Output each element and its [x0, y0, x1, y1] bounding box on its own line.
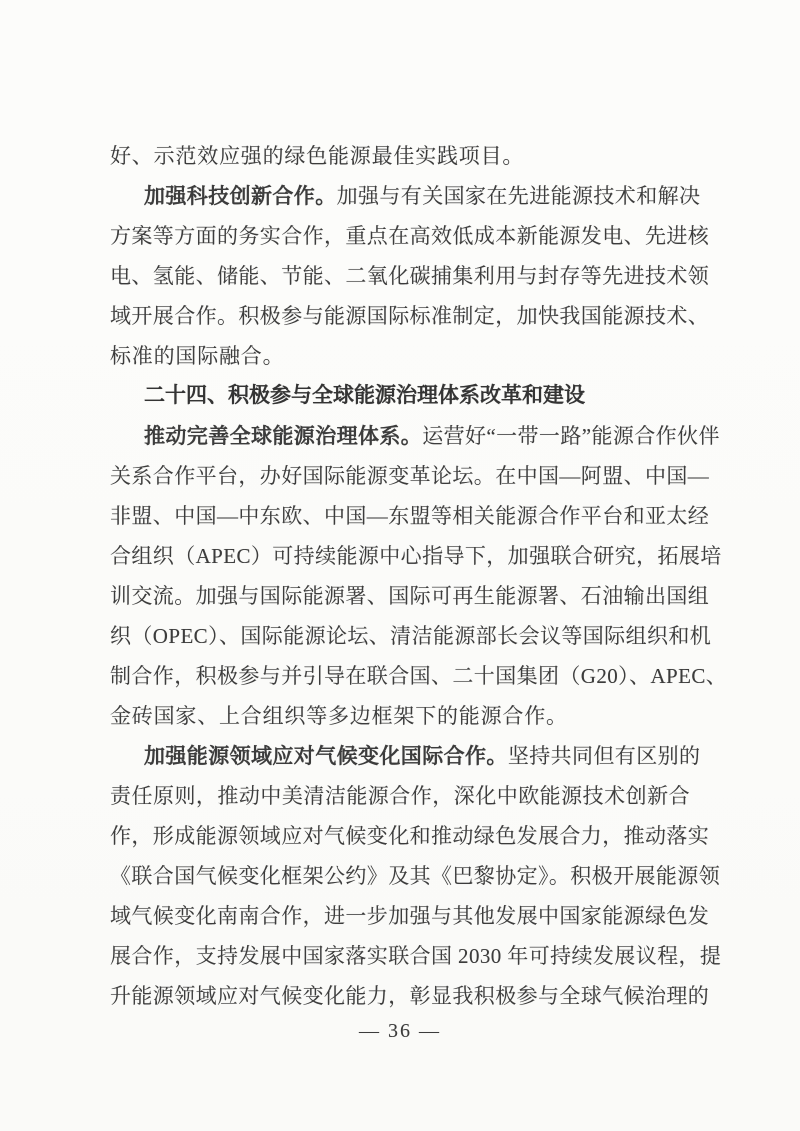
line-text: 电、氢能、储能、节能、二氧化碳捕集利用与封存等先进技术领 [110, 264, 710, 288]
text-line [110, 256, 710, 296]
line-text: 标准的国际融合。 [110, 344, 285, 368]
text-line [110, 616, 712, 656]
text-line [110, 496, 710, 536]
line-text: 运营好“一带一路”能源合作伙伴 [422, 424, 720, 448]
line-text: 展合作，支持发展中国家落实联合国 2030 年可持续发展议程，提 [110, 944, 722, 968]
line-text: 织（OPEC）、国际能源论坛、清洁能源部长会议等国际组织和机 [110, 624, 712, 648]
line-text: 关系合作平台，办好国际能源变革论坛。在中国—阿盟、中国— [110, 464, 710, 488]
line-text: 制合作，积极参与并引导在联合国、二十国集团（G20）、APEC、 [110, 664, 728, 688]
text-line [110, 296, 710, 336]
text-line [110, 776, 690, 816]
text-line [110, 576, 710, 616]
text-line [110, 936, 722, 976]
line-text: 《联合国气候变化框架公约》及其《巴黎协定》。积极开展能源领 [110, 864, 721, 888]
paragraph-start-line [110, 416, 720, 456]
section-heading: 二十四、积极参与全球能源治理体系改革和建设 [144, 384, 585, 407]
line-text: 域开展合作。积极参与能源国际标准制定，加快我国能源技术、 [110, 304, 710, 328]
text-line [110, 856, 721, 896]
page-number: — 36 — [359, 1020, 441, 1042]
text-line [110, 456, 710, 496]
line-text: 域气候变化南南合作，进一步加强与其他发展中国家能源绿色发 [110, 904, 710, 928]
line-text: 责任原则，推动中美清洁能源合作，深化中欧能源技术创新合 [110, 784, 690, 808]
text-line [110, 696, 690, 736]
line-text: 金砖国家、上合组织等多边框架下的能源合作。 [110, 704, 568, 728]
page-content [110, 136, 728, 1046]
line-text: 作，形成能源领域应对气候变化和推动绿色发展合力，推动落实 [110, 824, 710, 848]
line-text: 方案等方面的务实合作，重点在高效低成本新能源发电、先进核 [110, 224, 710, 248]
line-text: 非盟、中国—中东欧、中国—东盟等相关能源合作平台和亚太经 [110, 504, 710, 528]
paragraph-start-line [110, 176, 701, 216]
text-line [110, 656, 728, 696]
paragraph-start-line [110, 736, 701, 776]
line-text: 训交流。加强与国际能源署、国际可再生能源署、石油输出国组 [110, 584, 710, 608]
text-line [110, 896, 710, 936]
text-line [110, 336, 690, 376]
bold-lead: 加强科技创新合作。 [144, 184, 337, 208]
text-line [110, 976, 710, 1016]
line-text: 合组织（APEC）可持续能源中心指导下，加强联合研究，拓展培 [110, 544, 722, 568]
text-line [110, 216, 710, 256]
line-text: 坚持共同但有区别的 [507, 744, 701, 768]
line-text: 加强与有关国家在先进能源技术和解决 [336, 184, 701, 208]
line-text: 好、示范效应强的绿色能源最佳实践项目。 [110, 144, 525, 168]
text-line [110, 136, 690, 176]
line-text: 升能源领域应对气候变化能力，彰显我积极参与全球气候治理的 [110, 984, 710, 1008]
bold-lead: 加强能源领域应对气候变化国际合作。 [144, 744, 508, 768]
bold-lead: 推动完善全球能源治理体系。 [144, 424, 423, 448]
text-line [110, 536, 722, 576]
text-line [110, 816, 710, 856]
